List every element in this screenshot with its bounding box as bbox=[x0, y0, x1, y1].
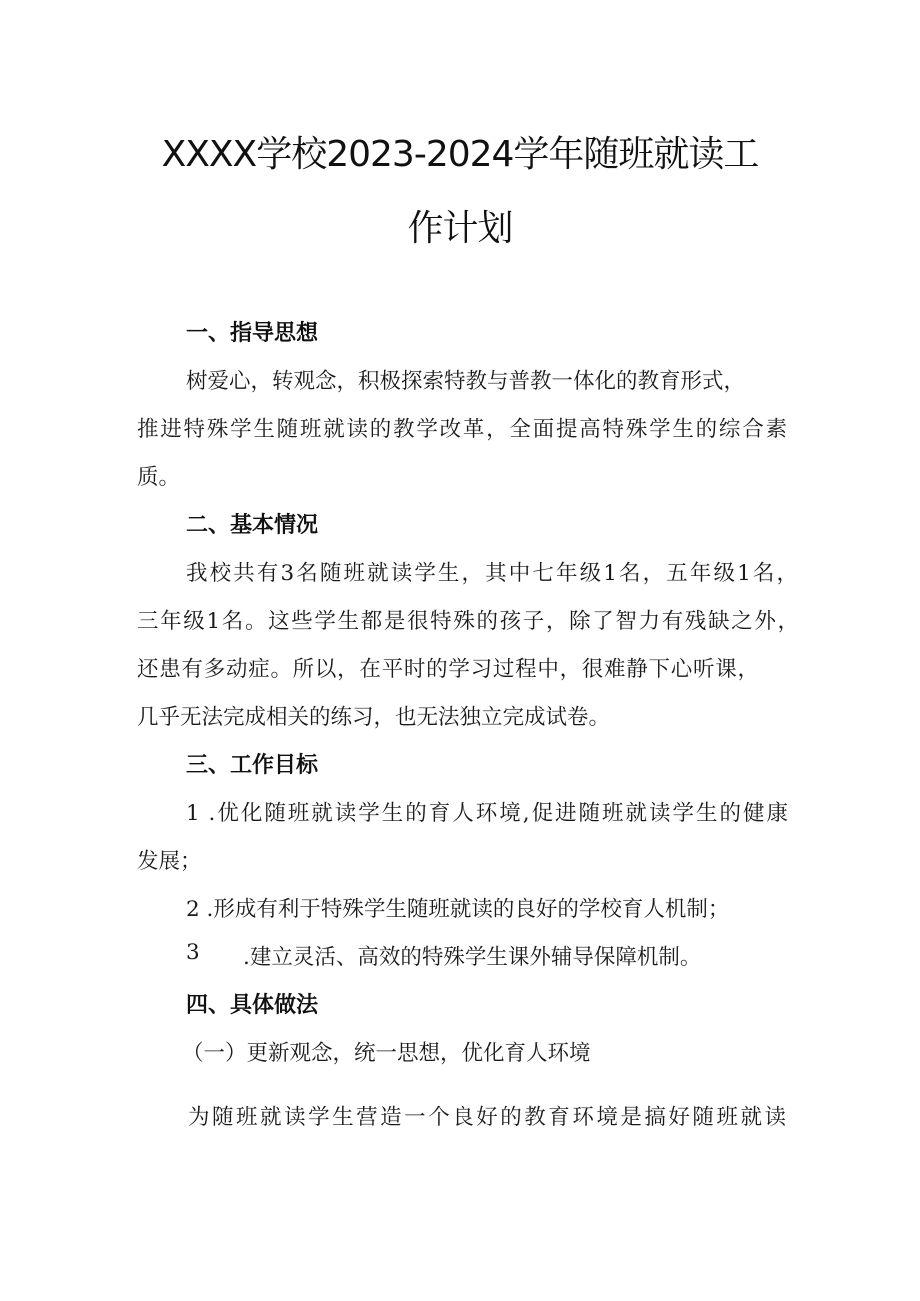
section-heading-guiding-ideology: 一、指导思想 bbox=[186, 321, 319, 346]
paragraph-line: 我校共有3名随班就读学生，其中七年级1名，五年级1名， bbox=[186, 561, 798, 586]
goal-item-1-continued: 发展； bbox=[137, 849, 202, 874]
goal-item-3-number: 3 bbox=[186, 940, 200, 965]
subsection-heading: （一）更新观念，统一思想，优化育人环境 bbox=[182, 1041, 591, 1066]
paragraph-line: 为随班就读学生营造一个良好的教育环境是搞好随班就读 bbox=[188, 1105, 786, 1130]
paragraph-line: 质。 bbox=[137, 465, 181, 490]
section-heading-work-goals: 三、工作目标 bbox=[186, 753, 319, 778]
paragraph-line: 三年级1名。这些学生都是很特殊的孩子，除了智力有残缺之外， bbox=[137, 609, 799, 634]
paragraph-line: 树爱心，转观念，积极探索特教与普教一体化的教育形式， bbox=[186, 369, 746, 394]
goal-item-1: 1 .优化随班就读学生的育人环境,促进随班就读学生的健康 bbox=[186, 801, 788, 826]
document-title-line-2: 作计划 bbox=[407, 208, 513, 249]
paragraph-line: 几乎无法完成相关的练习，也无法独立完成试卷。 bbox=[137, 705, 611, 730]
document-title-line-1: XXXX学校2023-2024学年随班就读工 bbox=[161, 134, 759, 175]
paragraph-line: 推进特殊学生随班就读的教学改革，全面提高特殊学生的综合素 bbox=[137, 417, 787, 442]
paragraph-line: 还患有多动症。所以，在平时的学习过程中，很难静下心听课， bbox=[137, 657, 759, 682]
section-heading-specific-practices: 四、具体做法 bbox=[186, 993, 319, 1018]
goal-item-3-text: .建立灵活、高效的特殊学生课外辅导保障机制。 bbox=[243, 945, 702, 970]
goal-item-2: 2 .形成有利于特殊学生随班就读的良好的学校育人机制； bbox=[186, 897, 730, 922]
section-heading-basic-situation: 二、基本情况 bbox=[186, 513, 319, 538]
